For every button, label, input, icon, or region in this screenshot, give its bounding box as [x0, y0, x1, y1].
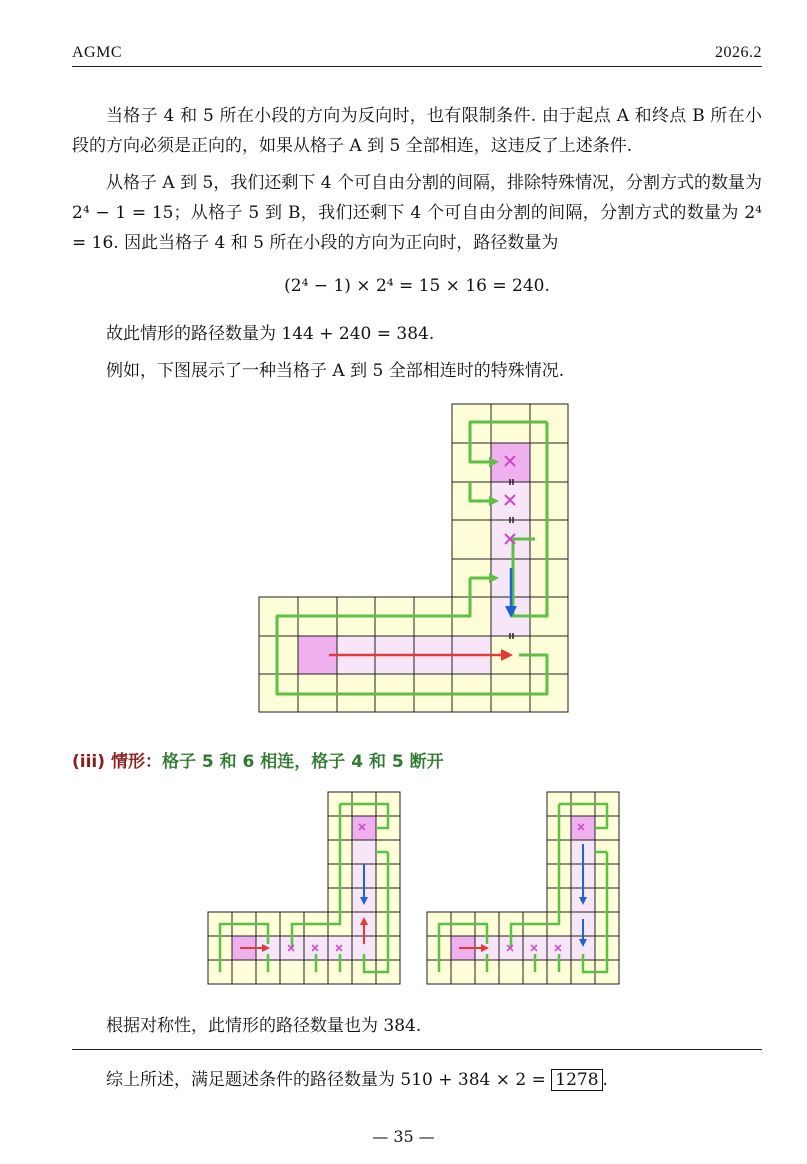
case-text: 格子 5 和 6 相连，格子 4 和 5 断开: [161, 752, 444, 772]
paragraph-5: 根据对称性，此情形的路径数量也为 384.: [106, 1016, 422, 1036]
case-title: [72, 747, 444, 772]
summary-period: .: [602, 1070, 608, 1090]
case-label: (iii) 情形：: [72, 752, 162, 772]
answer-box: 1278: [551, 1069, 602, 1091]
figure-l-grid-large: [255, 398, 575, 718]
paragraph-4: 例如，下图展示了一种当格子 A 到 5 全部相连时的特殊情况.: [106, 361, 565, 381]
header-right: 2026.2: [715, 44, 762, 61]
header-rule: [72, 66, 762, 67]
paragraph-3: 故此情形的路径数量为 144 + 240 = 384.: [106, 324, 435, 344]
equation: (2⁴ − 1) × 2⁴ = 15 × 16 = 240.: [284, 276, 550, 296]
summary-text: 综上所述，满足题述条件的路径数量为 510 + 384 × 2 =: [106, 1070, 552, 1090]
page-number: — 35 —: [372, 1127, 435, 1146]
paragraph-1: 当格子 4 和 5 所在小段的方向为反向时，也有限制条件. 由于起点 A 和终点 B 所在小段的方向必须是正向的，如果从格子 A 到 5 全部相连，这违反了上述条件.: [72, 106, 762, 156]
paragraph-2: 从格子 A 到 5，我们还剩下 4 个可自由分割的间隔，排除特殊情况，分割方式的数量为 2⁴ − 1 = 15；从格子 5 到 B，我们还剩下 4 个可自由分割的间隔，分割方式的数量为 2⁴ = 16. 因此当格子 4 和 5 所在小段的方向为正向时，路径数量为: [72, 173, 762, 253]
header-left: AGMC: [72, 44, 123, 61]
figure-l-grid-left: [204, 789, 404, 989]
figure-l-grid-right: [423, 789, 623, 989]
section-rule: [72, 1049, 762, 1050]
summary: [72, 1065, 762, 1095]
